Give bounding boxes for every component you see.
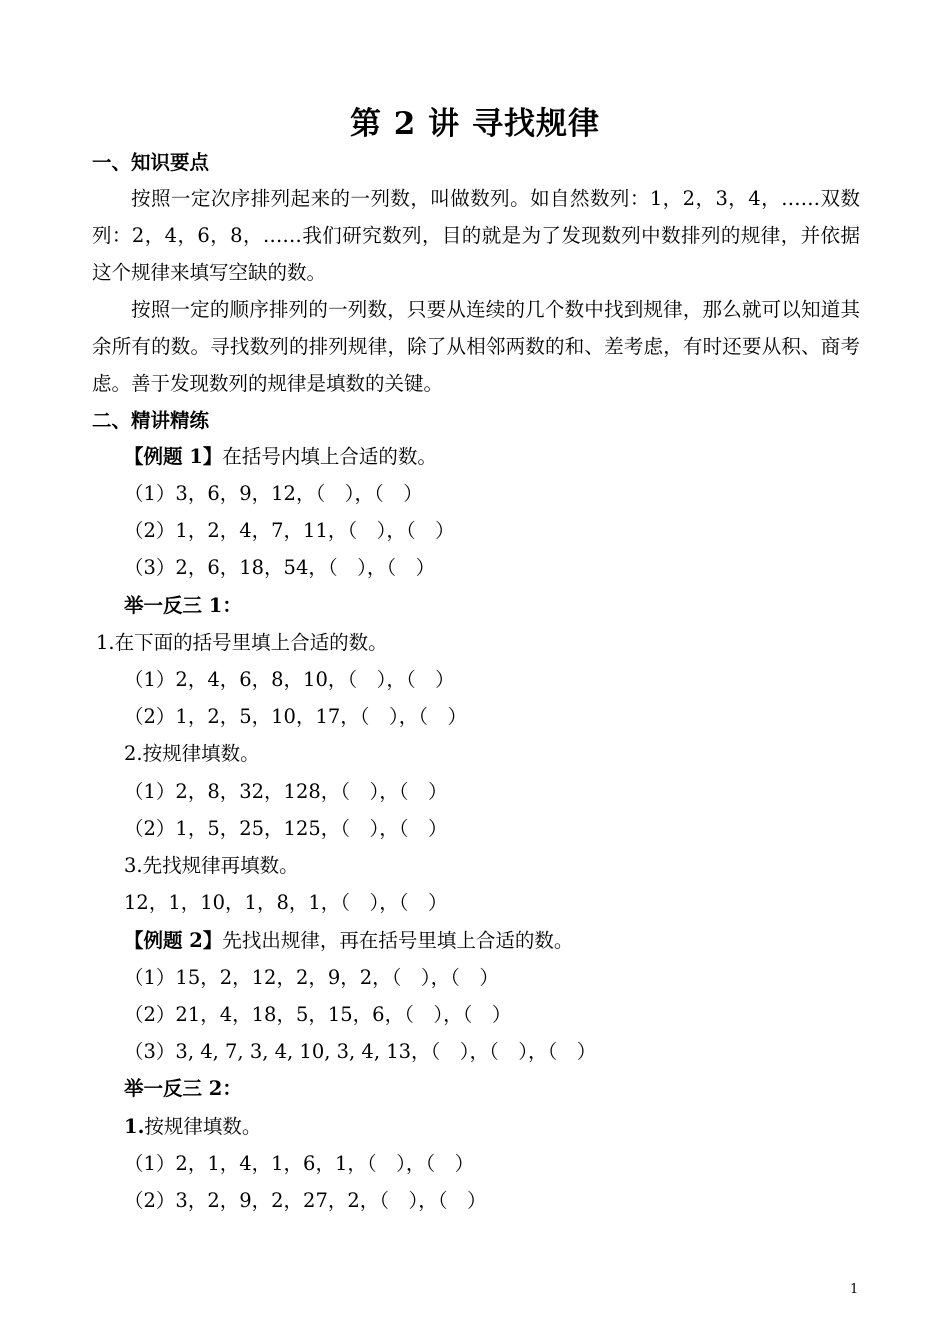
list-item: （3）3, 4, 7, 3, 4, 10, 3, 4, 13，（ ），（ ），（ ） bbox=[124, 1040, 597, 1063]
list-item: （3）2，6，18，54，（ ），（ ） bbox=[124, 556, 436, 579]
list-item: （2）1，2，4，7，11，（ ），（ ） bbox=[124, 519, 455, 542]
practice-1-question-3: 3.先找规律再填数。 bbox=[124, 854, 299, 877]
practice-2-heading: 举一反三 2： bbox=[124, 1077, 242, 1100]
practice-2-question-1 bbox=[124, 1114, 261, 1140]
example-1-text: 在括号内填上合适的数。 bbox=[222, 445, 437, 468]
page-title: 第 2 讲 寻找规律 bbox=[350, 106, 600, 142]
practice-1-question-2: 2.按规律填数。 bbox=[124, 742, 260, 765]
section-heading-practice: 二、精讲精练 bbox=[92, 409, 210, 432]
practice-1-heading: 举一反三 1： bbox=[124, 594, 242, 617]
list-item: （1）2，1，4，1，6，1，（ ），（ ） bbox=[124, 1152, 475, 1175]
example-2-label: 【例题 2】 bbox=[124, 929, 223, 952]
list-item: （1）15，2，12，2，9，2，（ ），（ ） bbox=[124, 966, 499, 989]
example-2-text: 先找出规律，再在括号里填上合适的数。 bbox=[222, 929, 574, 952]
practice-2-question-1-number: 1. bbox=[124, 1115, 145, 1138]
list-item: 12，1，10，1，8，1，（ ），（ ） bbox=[124, 891, 448, 914]
list-item: （1）3，6，9，12，（ ），（ ） bbox=[124, 482, 423, 505]
list-item: （2）1，2，5，10，17，（ ），（ ） bbox=[124, 705, 468, 728]
practice-1-question-1: 1.在下面的括号里填上合适的数。 bbox=[96, 631, 388, 654]
list-item: （2）21，4，18，5，15，6，（ ），（ ） bbox=[124, 1003, 512, 1026]
example-1-line bbox=[124, 444, 437, 470]
practice-2-question-1-text: 按规律填数。 bbox=[144, 1115, 262, 1138]
list-item: （1）2，4，6，8，10，（ ），（ ） bbox=[124, 668, 455, 691]
paragraph-2: 按照一定的顺序排列的一列数，只要从连续的几个数中找到规律，那么就可以知道其余所有的数。寻找数列的排列规律，除了从相邻两数的和、差考虑，有时还要从积、商考虑。善于发现数列的规律是填数的关键。 bbox=[92, 298, 860, 396]
list-item: （1）2，8，32，128，（ ），（ ） bbox=[124, 780, 448, 803]
section-heading-knowledge: 一、知识要点 bbox=[92, 151, 210, 174]
list-item: （2）1，5，25，125，（ ），（ ） bbox=[124, 817, 448, 840]
paragraph-1: 按照一定次序排列起来的一列数，叫做数列。如自然数列：1，2，3，4，……双数列：2，4，6，8，……我们研究数列，目的就是为了发现数列中数排列的规律，并依据这个规律来填写空缺的数。 bbox=[92, 187, 860, 285]
example-1-label: 【例题 1】 bbox=[124, 445, 223, 468]
example-2-line bbox=[124, 928, 573, 954]
list-item: （2）3，2，9，2，27，2，（ ），（ ） bbox=[124, 1189, 487, 1212]
page-number: 1 bbox=[850, 1282, 859, 1297]
